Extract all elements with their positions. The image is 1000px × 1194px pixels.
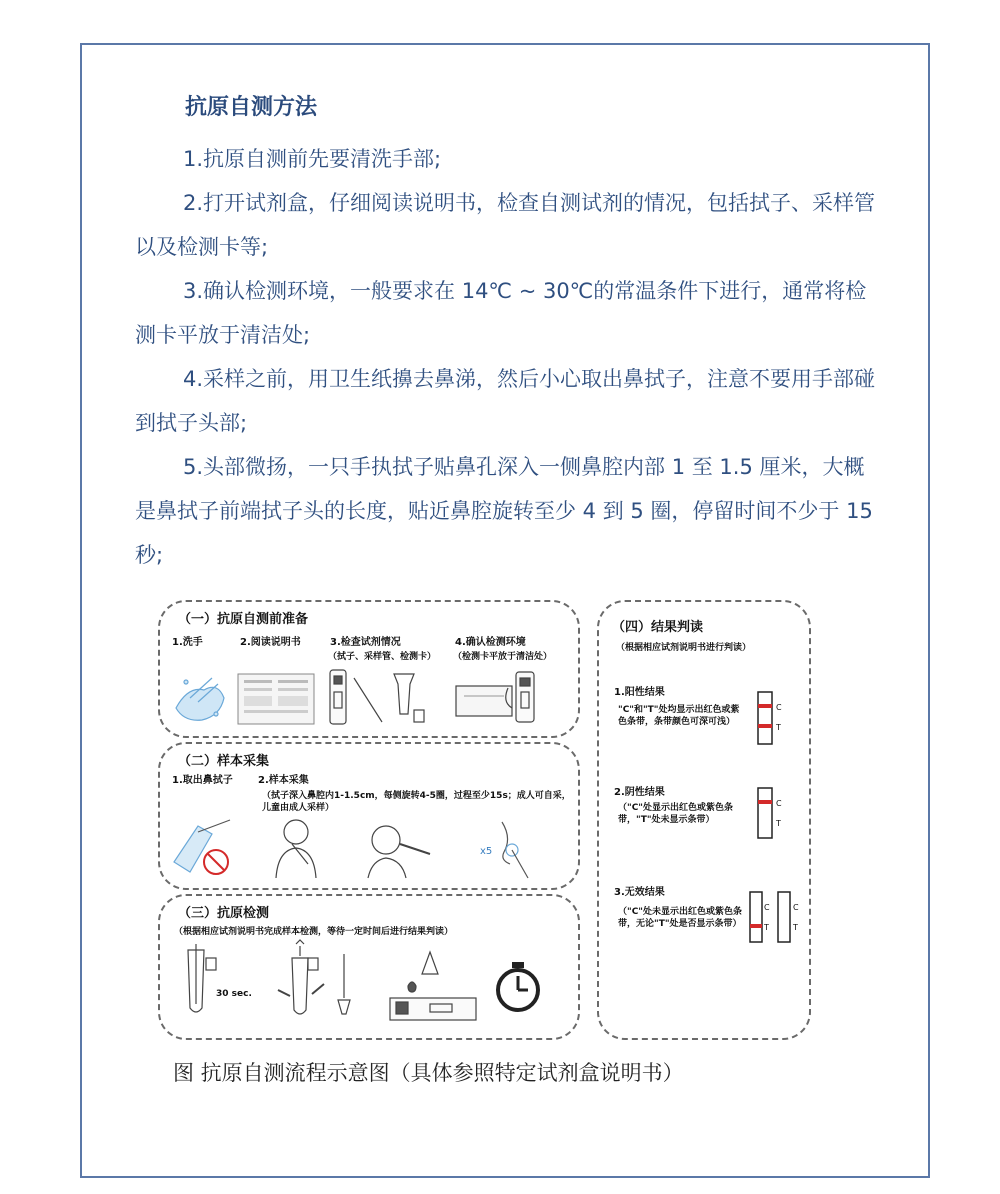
svg-text:T: T	[776, 819, 781, 828]
adult-self-sampling-icon	[276, 820, 316, 878]
test-card-drop-icon	[390, 952, 476, 1020]
svg-text:T: T	[793, 923, 798, 932]
sample-step-collect-note: （拭子深入鼻腔内1-1.5cm，每侧旋转4-5圈，过程至少15s；成人可自采，儿童由成人采样）	[262, 791, 571, 813]
prep-step-read: 2.阅读说明书	[240, 637, 301, 648]
page-title: 抗原自测方法	[185, 95, 318, 120]
figure-caption: 图 抗原自测流程示意图（具体参照特定试剂盒说明书）	[173, 1061, 684, 1085]
hand-washing-icon	[176, 678, 224, 720]
prep-step-environment-note: （检测卡平放于清洁处）	[453, 652, 553, 662]
dropper-tube-icon	[338, 954, 350, 1014]
sample-tube-icon	[188, 944, 216, 1012]
step-paragraph-2: 2.打开试剂盒，仔细阅读说明书，检查自测试剂的情况，包括拭子、采样管以及检测卡等;	[135, 191, 876, 259]
rotation-count-label: x5	[480, 846, 493, 857]
prep-step-wash: 1.洗手	[172, 637, 203, 648]
sample-collection-illustrations	[168, 818, 568, 882]
antigen-test-illustrations	[168, 944, 568, 1034]
prep-step-check-note: （拭子、采样管、检测卡）	[328, 652, 437, 662]
result-positive-title: 1.阳性结果	[614, 687, 665, 698]
nose-rotation-icon	[502, 822, 528, 878]
test-kit-icon	[330, 670, 424, 724]
result-positive-desc: "C"和"T"处均显示出红色或紫色条带，条带颜色可深可浅）	[618, 705, 740, 727]
section-sample-title: （二）样本采集	[178, 754, 270, 769]
result-invalid-title: 3.无效结果	[614, 887, 665, 898]
section-result-note: （根据相应试剂说明书进行判读）	[616, 643, 752, 653]
svg-text:C: C	[776, 703, 782, 712]
result-negative-desc: （"C"处显示出红色或紫色条带，"T"处未显示条带）	[618, 803, 733, 825]
squeeze-tube-icon	[278, 940, 324, 1014]
positive-test-strip	[752, 690, 812, 750]
timer-label: 30 sec.	[216, 989, 252, 999]
section-test-title: （三）抗原检测	[178, 906, 270, 921]
section-test-note: （根据相应试剂说明书完成样本检测，等待一定时间后进行结果判读）	[174, 927, 454, 937]
step-paragraph-1: 1.抗原自测前先要清洗手部;	[183, 147, 442, 171]
svg-text:T: T	[776, 723, 781, 732]
instruction-sheet-icon	[238, 674, 314, 724]
step-paragraph-4: 4.采样之前，用卫生纸擤去鼻涕，然后小心取出鼻拭子，注意不要用手部碰到拭子头部;	[135, 367, 876, 435]
sample-step-take-swab: 1.取出鼻拭子	[172, 775, 233, 786]
preparation-illustrations	[168, 668, 568, 728]
step-paragraph-3: 3.确认检测环境，一般要求在 14℃ ~ 30℃的常温条件下进行，通常将检测卡平放于清洁处;	[135, 279, 867, 347]
negative-test-strip	[752, 786, 812, 846]
section-result-title: （四）结果判读	[612, 620, 704, 635]
section-preparation-title: （一）抗原自测前准备	[178, 612, 309, 627]
result-invalid-desc: （"C"处未显示出红色或紫色条带，无论"T"处是否显示条带）	[618, 907, 742, 929]
svg-text:T: T	[764, 923, 769, 932]
step-paragraph-5: 5.头部微扬，一只手执拭子贴鼻孔深入一侧鼻腔内部 1 至 1.5 厘米，大概是鼻拭子前端拭子头的长度，贴近鼻腔旋转至少 4 到 5 圈，停留时间不少于 15 秒;	[135, 455, 873, 567]
child-sampling-icon	[368, 826, 430, 878]
prep-step-environment: 4.确认检测环境	[455, 637, 526, 648]
no-touch-icon	[204, 850, 228, 874]
timer-clock-icon	[498, 962, 538, 1010]
svg-text:C: C	[793, 903, 799, 912]
svg-text:C: C	[776, 799, 782, 808]
invalid-test-strips	[748, 890, 808, 950]
svg-text:C: C	[764, 903, 770, 912]
sample-step-collect: 2.样本采集	[258, 775, 309, 786]
test-environment-icon	[456, 672, 534, 722]
result-negative-title: 2.阴性结果	[614, 787, 665, 798]
prep-step-check: 3.检查试剂情况	[330, 637, 401, 648]
